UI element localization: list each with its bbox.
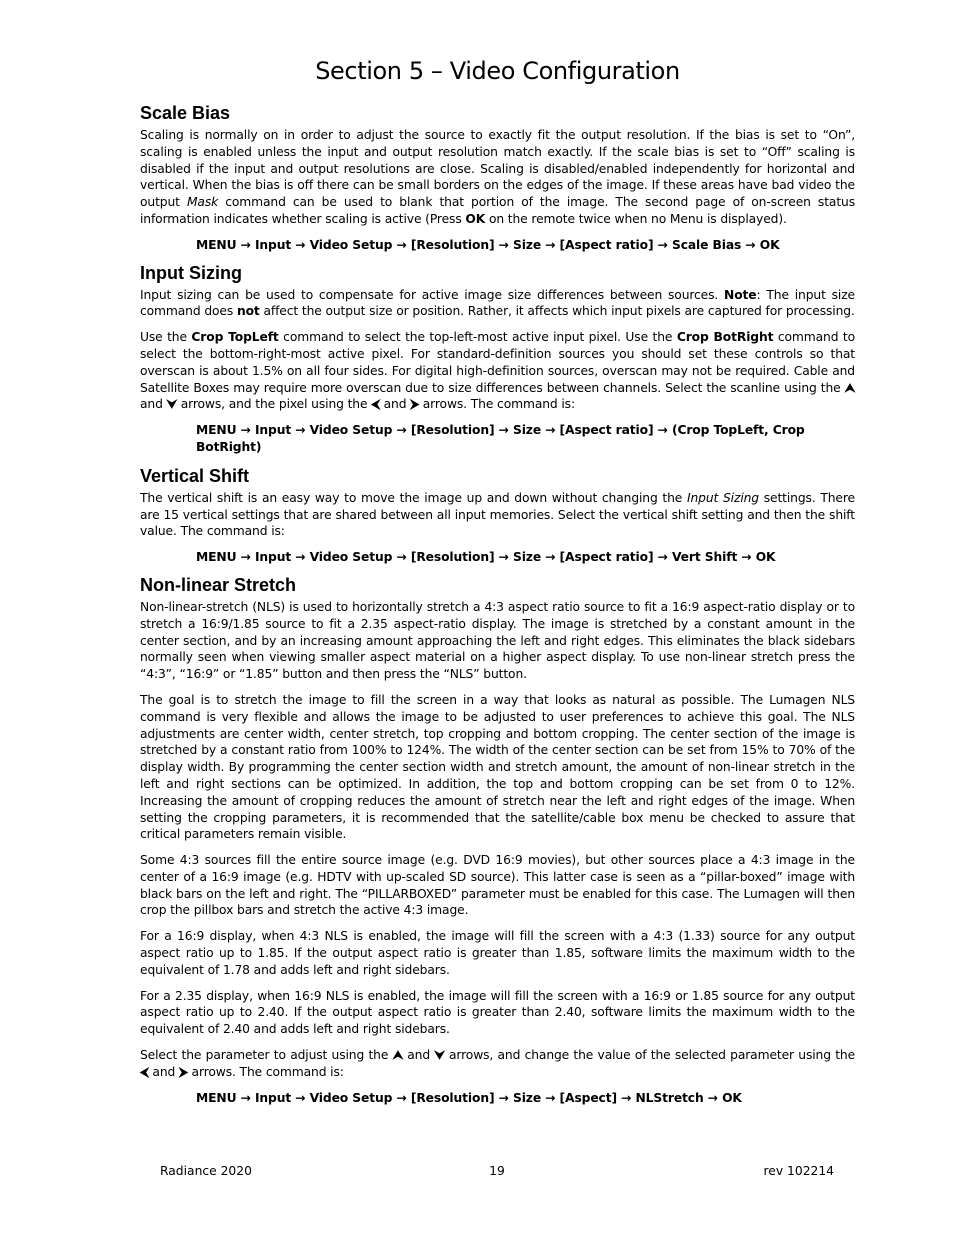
bold-text: OK	[465, 211, 486, 226]
body-paragraph: For a 16:9 display, when 4:3 NLS is enabled, the image will fill the screen with a 4:3 (1.33) source for any output aspect ratio up to 1.85. If the output aspect ratio is greater than 1.85, software limits the maximum width to the equivalent of 1.78 and adds left and right sidebars.	[140, 929, 855, 977]
body-paragraph: Scaling is normally on in order to adjust the source to exactly fit the output resolution. If the bias is set to “On”, scaling is enabled unless the input and output resolution match exactly. If the scale bias is set to “Off” scaling is disabled if the input and output resolutions are close. Scaling is disabled/enabled independently for horizontal and vertical. When the bias is off there can be small borders on the edges of the image. If these areas have bad video the output Mask command can be used to blank that portion of the image. The second page of on-screen status information indicates whether scaling is active (Press OK on the remote twice when no Menu is displayed).	[140, 128, 855, 226]
section-heading: Scale Bias	[140, 103, 231, 123]
body-paragraph: Select the parameter to adjust using the ⮝ and ⮟ arrows, and change the value of the selected parameter using the ⮜ and ⮞ arrows. The command is:	[140, 1048, 856, 1079]
body-paragraph: The vertical shift is an easy way to move the image up and down without changing the Input Sizing settings. There are 15 vertical settings that are shared between all input memories. Select the vertical shift setting and then the shift value. The command is:	[140, 490, 855, 539]
menu-command-path: MENU → Input → Video Setup → [Resolution] → Size → [Aspect ratio] → Vert Shift → OK	[196, 550, 776, 565]
page-title: Section 5 – Video Configuration	[315, 57, 680, 85]
bold-text: ⮝	[392, 1048, 403, 1063]
bold-text: ⮞	[178, 1064, 188, 1079]
bold-text: ⮟	[434, 1048, 445, 1063]
section-scale-bias	[140, 102, 855, 254]
menu-command-path: MENU → Input → Video Setup → [Resolution] → Size → [Aspect ratio] → (Crop TopLeft, Crop BotRight)	[196, 423, 805, 454]
italic-text: Input Sizing	[687, 490, 759, 505]
bold-text: ⮞	[410, 397, 419, 412]
bold-text: Crop BotRight	[676, 330, 774, 345]
section-input-sizing	[140, 262, 855, 456]
sections-container	[140, 102, 855, 1106]
footer-product-name: Radiance 2020	[160, 1164, 252, 1178]
menu-command-path: MENU → Input → Video Setup → [Resolution] → Size → [Aspect] → NLStretch → OK	[196, 1090, 742, 1105]
body-paragraph: Use the Crop TopLeft command to select the top-left-most active input pixel. Use the Crop BotRight command to select the bottom-right-most active pixel. For standard-definition sources you should set these controls so that overscan is about 1.5% on all four sides. For digital high-definition sources, overscan may not be required. Cable and Satellite Boxes may require more overscan due to size differences between channels. Select the scanline using the ⮝ and ⮟ arrows, and the pixel using the ⮜ and ⮞ arrows. The command is:	[140, 330, 855, 412]
body-paragraph: Input sizing can be used to compensate for active image size differences between sources. Note: The input size command does not affect the output size or position. Rather, it affects which input pixels are captured for processing.	[140, 287, 855, 319]
bold-text: ⮟	[166, 397, 177, 412]
section-heading: Non-linear Stretch	[140, 574, 297, 595]
section-heading: Input Sizing	[140, 262, 242, 283]
italic-text: Mask	[186, 195, 219, 210]
footer-revision: rev 102214	[763, 1164, 834, 1178]
body-paragraph: Non-linear-stretch (NLS) is used to horizontally stretch a 4:3 aspect ratio source to fit a 16:9 aspect-ratio display or to stretch a 16:9/1.85 source to fit a 2.35 aspect-ratio display. The image is stretched by a constant amount in the center section, and by an increasing amount approaching the left and right edges. This eliminates the black sidebars normally seen when viewing smaller aspect material on a higher aspect display. To use non-linear stretch press the “4:3”, “16:9” or “1.85” button and then press the “NLS” button.	[140, 599, 855, 682]
body-paragraph: Some 4:3 sources fill the entire source image (e.g. DVD 16:9 movies), but other sources place a 4:3 image in the center of a 16:9 image (e.g. HDTV with up-scaled SD source). This latter case is seen as a “pillar-boxed” image with black bars on the left and right. The “PILLARBOXED” parameter must be enabled for this case. The Lumagen will then crop the pillbox bars and stretch the active 4:3 image.	[140, 853, 855, 918]
document-page	[140, 52, 855, 1115]
bold-text: Crop TopLeft	[191, 330, 279, 345]
section-vertical-shift	[140, 465, 855, 566]
section-heading: Vertical Shift	[140, 465, 250, 486]
menu-command-path: MENU → Input → Video Setup → [Resolution] → Size → [Aspect ratio] → Scale Bias → OK	[196, 237, 780, 252]
bold-text: Note	[724, 287, 757, 302]
body-paragraph: For a 2.35 display, when 16:9 NLS is enabled, the image will fill the screen with a 16:9 or 1.85 source for any output aspect ratio up to 2.40. If the output aspect ratio is greater than 2.40, software limits the maximum width to the equivalent of 2.40 and adds left and right sidebars.	[140, 988, 855, 1037]
footer-page-number: 19	[489, 1164, 505, 1178]
bold-text: ⮜	[371, 397, 380, 412]
bold-text: not	[236, 304, 260, 319]
body-paragraph: The goal is to stretch the image to fill the screen in a way that looks as natural as possible. The Lumagen NLS command is very flexible and allows the image to be adjusted to user preferences to achieve this goal. The NLS adjustments are center width, center stretch, top cropping and bottom cropping. The center section of the image is stretched by a constant ratio from 100% to 124%. The width of the center section can be set from 15% to 70% of the display width. By programming the center section width and stretch amount, the amount of non-linear stretch in the left and right sections can be optimized. In addition, the top and bottom cropping can be set from 0 to 12%. Increasing the amount of cropping reduces the amount of stretch near the left and right edges of the image. When setting the cropping parameters, it is recommended that the satellite/cable box menu be checked to assure that critical parameters remain visible.	[140, 692, 855, 842]
bold-text: ⮝	[844, 380, 855, 395]
section-non-linear-stretch	[140, 574, 855, 1107]
bold-text: ⮜	[140, 1064, 149, 1079]
